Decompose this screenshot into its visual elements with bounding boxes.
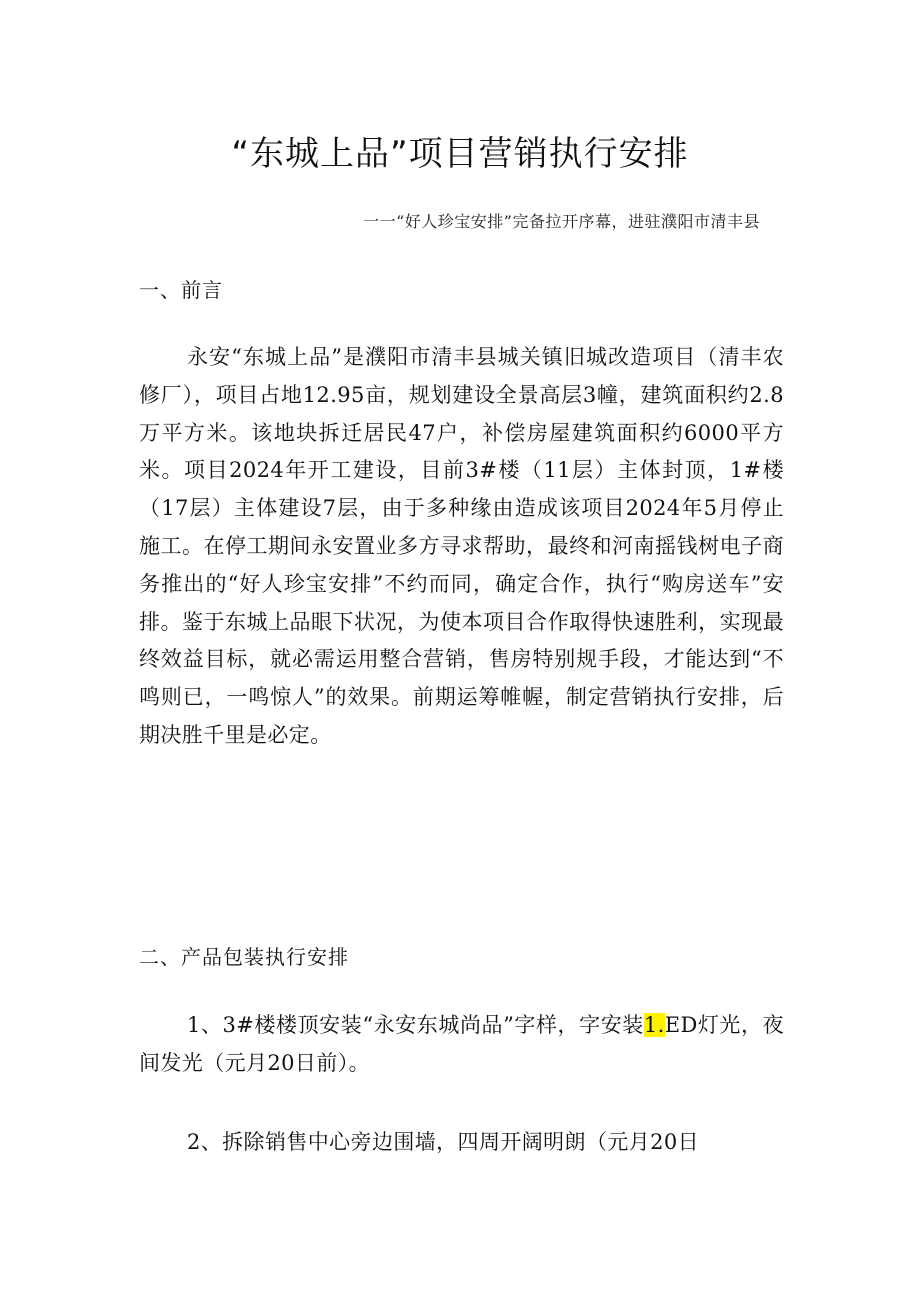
- packaging-item-1-text-b: ED灯光，夜间发光（元月20日前）。: [139, 1013, 784, 1075]
- packaging-item-1-text-a: 1、3#楼楼顶安装“永安东城尚品”字样，字安装: [187, 1013, 644, 1037]
- packaging-item-1: [139, 1007, 784, 1083]
- document-subtitle: 一一“好人珍宝安排”完备拉开序幕，进驻濮阳市清丰县: [363, 212, 760, 231]
- section-heading-packaging: 二、产品包装执行安排: [139, 945, 349, 969]
- document-title: “东城上品”项目营销执行安排: [231, 134, 689, 174]
- packaging-item-2: 2、拆除销售中心旁边围墙，四周开阔明朗（元月20日: [187, 1130, 700, 1154]
- preface-paragraph: 永安“东城上品”是濮阳市清丰县城关镇旧城改造项目（清丰农修厂），项目占地12.95亩，规划建设全景高层3幢，建筑面积约2.8万平方米。该地块拆迁居民47户，补偿房屋建筑面积约6000平方米。项目2024年开工建设，目前3#楼（11层）主体封顶，1#楼（17层）主体建设7层，由于多种缘由造成该项目2024年5月停止施工。在停工期间永安置业多方寻求帮助，最终和河南摇钱树电子商务推出的“好人珍宝安排”不约而同，确定合作，执行“购房送车”安排。鉴于东城上品眼下状况，为使本项目合作取得快速胜利，实现最终效益目标，就必需运用整合营销，售房特别规手段，才能达到“不鸣则已，一鸣惊人”的效果。前期运筹帷幄，制定营销执行安排，后期决胜千里是必定。: [139, 345, 784, 747]
- section-heading-preface: 一、前言: [139, 278, 223, 302]
- highlighted-text: 1.: [643, 1013, 665, 1037]
